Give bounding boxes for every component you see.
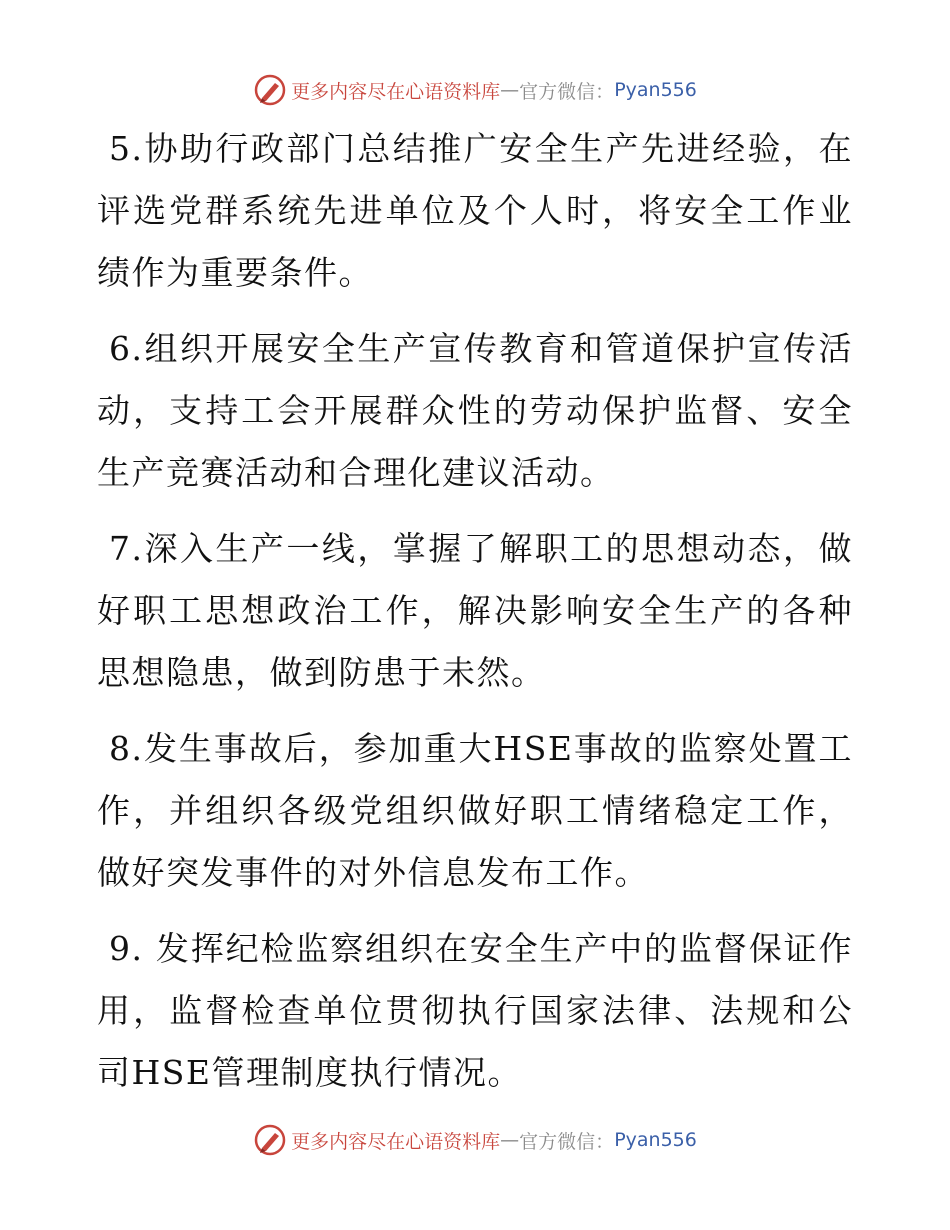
- watermark-wechat-id: Pyan556: [614, 1129, 697, 1151]
- list-item: [97, 718, 853, 904]
- list-item: [97, 518, 853, 704]
- item-number: 5.: [109, 129, 144, 168]
- watermark-official-text: 官方微信：: [519, 1130, 615, 1153]
- pen-logo-icon: [253, 1123, 287, 1157]
- list-item: [97, 118, 853, 304]
- list-item: [97, 318, 853, 504]
- watermark-brand-text: 更多内容尽在心语资料库: [291, 80, 501, 103]
- pen-logo-icon: [253, 73, 287, 107]
- item-number: 9.: [109, 929, 156, 968]
- item-text: 组织开展安全生产宣传教育和管道保护宣传活动，支持工会开展群众性的劳动保护监督、安全生产竞赛活动和合理化建议活动。: [97, 329, 853, 492]
- item-number: 8.: [109, 729, 144, 768]
- watermark-brand-text: 更多内容尽在心语资料库: [291, 1130, 501, 1153]
- document-body: [97, 118, 853, 1118]
- watermark-separator: —: [500, 1129, 520, 1151]
- list-item: [97, 918, 853, 1104]
- watermark-official-text: 官方微信：: [519, 80, 615, 103]
- item-text: 发挥纪检监察组织在安全生产中的监督保证作用，监督检查单位贯彻执行国家法律、法规和公司HSE管理制度执行情况。: [97, 929, 853, 1092]
- watermark-separator: —: [500, 79, 520, 101]
- footer-watermark: [0, 1122, 950, 1158]
- item-text: 发生事故后，参加重大HSE事故的监察处置工作，并组织各级党组织做好职工情绪稳定工作，做好突发事件的对外信息发布工作。: [97, 729, 853, 892]
- item-number: 6.: [109, 329, 144, 368]
- watermark-wechat-id: Pyan556: [614, 79, 697, 101]
- header-watermark: [0, 72, 950, 108]
- item-text: 深入生产一线，掌握了解职工的思想动态，做好职工思想政治工作，解决影响安全生产的各种思想隐患，做到防患于未然。: [97, 529, 853, 692]
- item-text: 协助行政部门总结推广安全生产先进经验，在评选党群系统先进单位及个人时，将安全工作业绩作为重要条件。: [97, 129, 853, 292]
- item-number: 7.: [109, 529, 144, 568]
